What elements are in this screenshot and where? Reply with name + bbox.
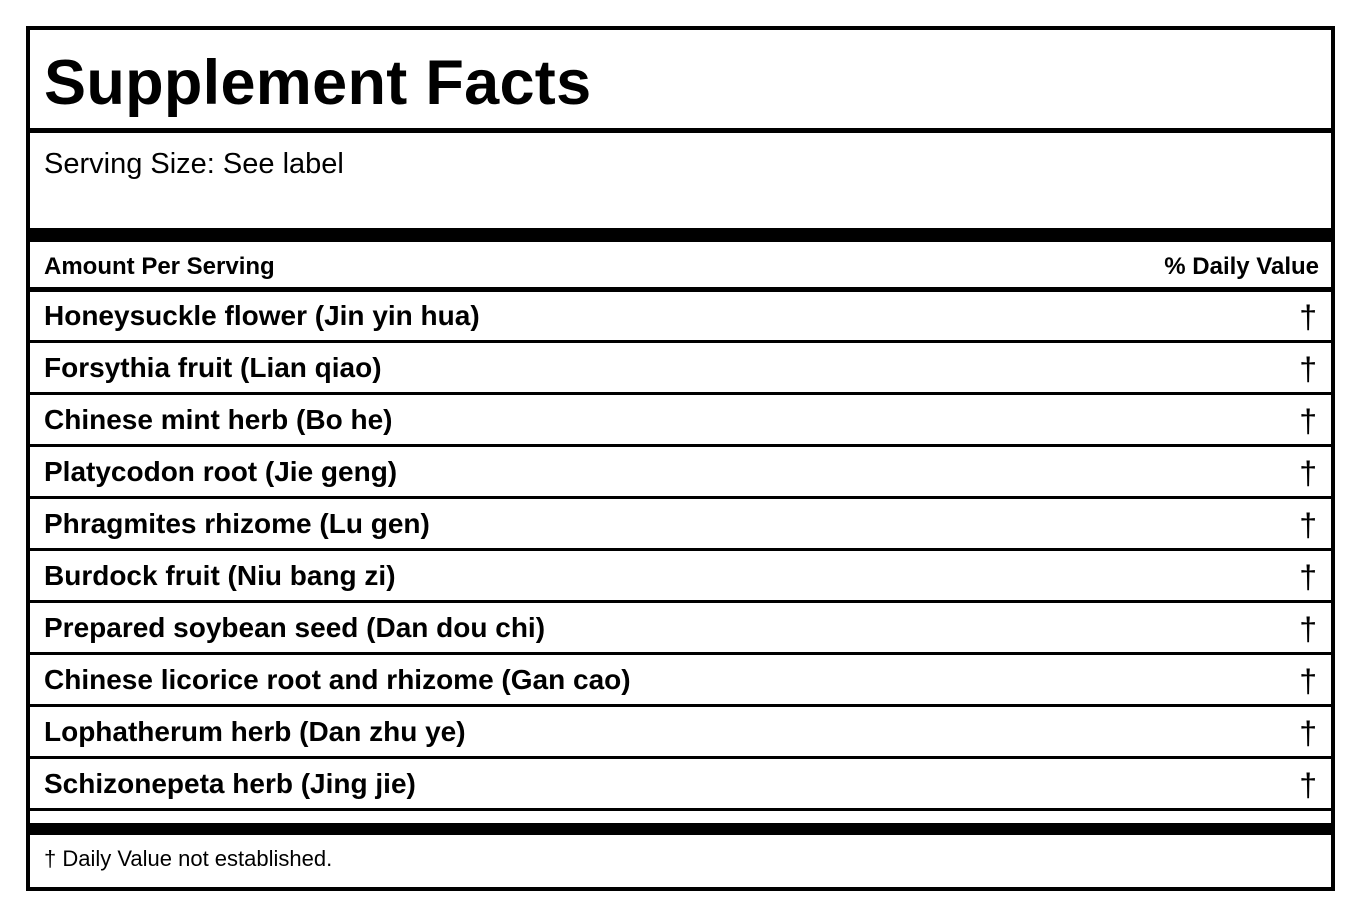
daily-value-dagger: † — [1299, 767, 1317, 803]
ingredient-row — [30, 343, 1331, 395]
daily-value-dagger: † — [1299, 403, 1317, 439]
panel-title: Supplement Facts — [44, 48, 592, 118]
ingredient-row — [30, 499, 1331, 551]
ingredient-name: Schizonepeta herb (Jing jie) — [44, 768, 416, 799]
ingredient-name: Honeysuckle flower (Jin yin hua) — [44, 300, 480, 331]
ingredient-name: Chinese mint herb (Bo he) — [44, 404, 393, 435]
ingredient-name: Lophatherum herb (Dan zhu ye) — [44, 716, 466, 747]
ingredient-row — [30, 447, 1331, 499]
thick-divider-top — [30, 228, 1331, 242]
ingredient-name: Chinese licorice root and rhizome (Gan cao) — [44, 664, 631, 695]
supplement-facts-panel — [26, 26, 1335, 891]
ingredient-list — [30, 291, 1331, 811]
ingredient-row — [30, 759, 1331, 811]
ingredient-name: Burdock fruit (Niu bang zi) — [44, 560, 396, 591]
ingredient-row — [30, 707, 1331, 759]
ingredient-name: Phragmites rhizome (Lu gen) — [44, 508, 430, 539]
ingredient-row — [30, 291, 1331, 343]
daily-value-dagger: † — [1299, 455, 1317, 491]
thick-divider-bottom — [30, 823, 1331, 835]
daily-value-dagger: † — [1299, 611, 1317, 647]
ingredient-name: Forsythia fruit (Lian qiao) — [44, 352, 382, 383]
daily-value-header: % Daily Value — [1164, 253, 1319, 280]
daily-value-dagger: † — [1299, 299, 1317, 335]
amount-per-serving-header: Amount Per Serving — [44, 253, 275, 280]
daily-value-dagger: † — [1299, 507, 1317, 543]
ingredient-row — [30, 603, 1331, 655]
title-divider — [30, 128, 1331, 133]
ingredient-name: Prepared soybean seed (Dan dou chi) — [44, 612, 546, 643]
ingredient-row — [30, 395, 1331, 447]
serving-size: Serving Size: See label — [44, 148, 344, 180]
ingredient-name: Platycodon root (Jie geng) — [44, 456, 398, 487]
daily-value-dagger: † — [1299, 351, 1317, 387]
daily-value-dagger: † — [1299, 715, 1317, 751]
daily-value-dagger: † — [1299, 559, 1317, 595]
daily-value-dagger: † — [1299, 663, 1317, 699]
daily-value-footnote: † Daily Value not established. — [44, 846, 333, 871]
ingredient-row — [30, 655, 1331, 707]
ingredient-row — [30, 551, 1331, 603]
